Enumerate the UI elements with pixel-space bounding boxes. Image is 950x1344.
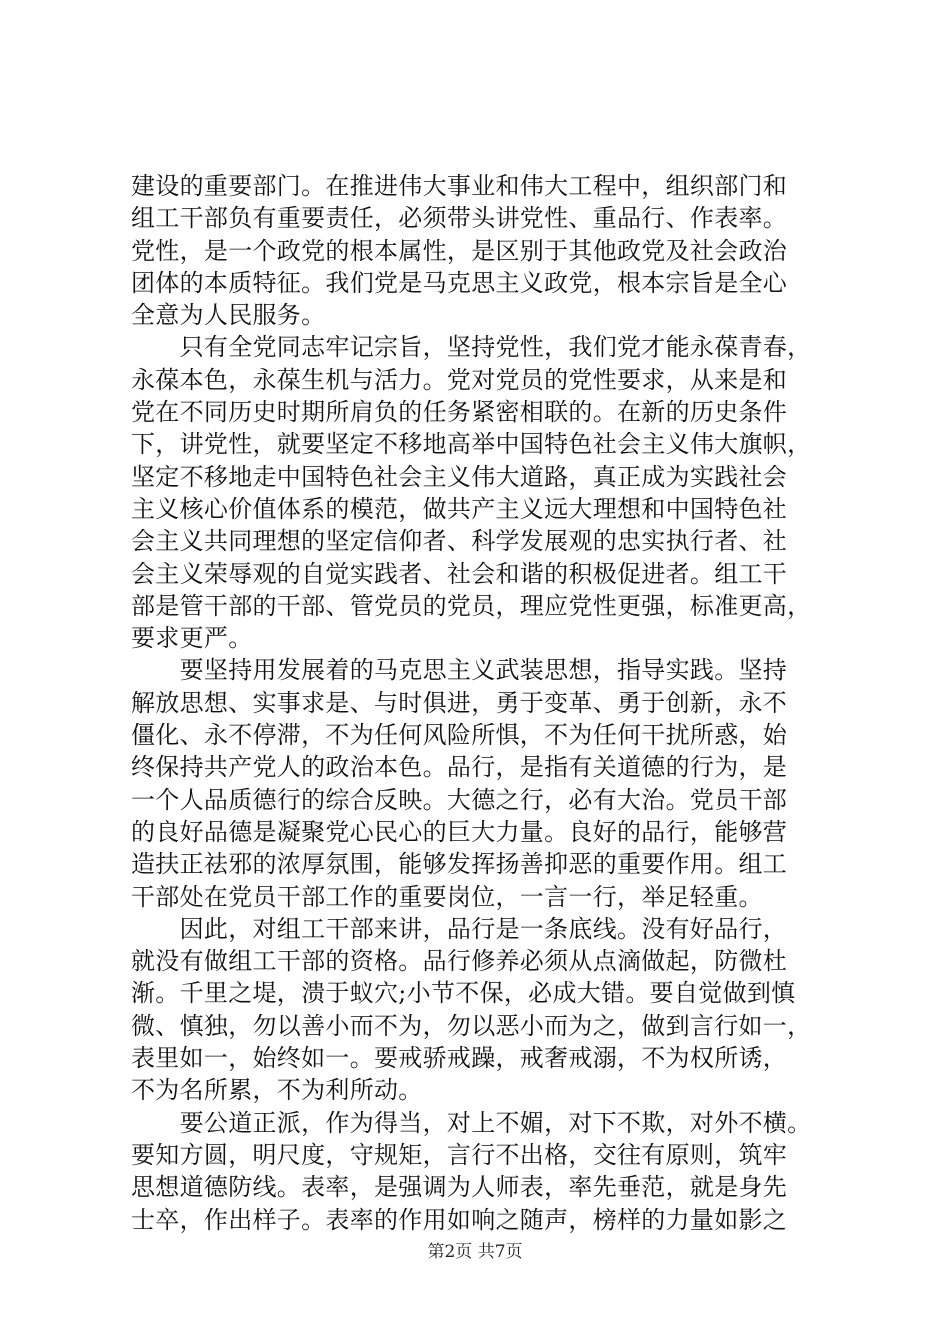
text-line: 渐。千里之堤，溃于蚁穴;小节不保，必成大错。要自觉做到慎 bbox=[131, 979, 796, 1008]
text-line: 主义核心价值体系的模范，做共产主义远大理想和中国特色社 bbox=[131, 494, 788, 523]
text-line: 团体的本质特征。我们党是马克思主义政党，根本宗旨是全心 bbox=[131, 268, 788, 297]
text-line: 终保持共产党人的政治本色。品行，是指有关道德的行为，是 bbox=[131, 753, 788, 782]
text-line: 要知方圆，明尺度，守规矩，言行不出格，交往有原则，筑牢 bbox=[131, 1140, 788, 1169]
text-line: 组工干部负有重要责任，必须带头讲党性、重品行、作表率。 bbox=[131, 204, 788, 233]
text-line: 要公道正派，作为得当，对上不媚，对下不欺，对外不横。 bbox=[131, 1108, 812, 1137]
text-line: 要坚持用发展着的马克思主义武装思想，指导实践。坚持 bbox=[131, 656, 788, 685]
text-line: 会主义共同理想的坚定信仰者、科学发展观的忠实执行者、社 bbox=[131, 527, 788, 556]
text-line: 造扶正祛邪的浓厚氛围，能够发挥扬善抑恶的重要作用。组工 bbox=[131, 850, 788, 879]
text-line: 要求更严。 bbox=[131, 624, 253, 653]
text-line: 党性，是一个政党的根本属性，是区别于其他政党及社会政治 bbox=[131, 236, 788, 265]
text-line: 僵化、永不停滞，不为任何风险所惧，不为任何干扰所惑，始 bbox=[131, 721, 788, 750]
text-line: 党在不同历史时期所肩负的任务紧密相联的。在新的历史条件 bbox=[131, 398, 788, 427]
body-text bbox=[131, 170, 831, 1236]
text-line: 会主义荣辱观的自觉实践者、社会和谐的积极促进者。组工干 bbox=[131, 559, 788, 588]
text-line: 坚定不移地走中国特色社会主义伟大道路，真正成为实践社会 bbox=[131, 462, 788, 491]
page-footer: 第2页 共7页 bbox=[427, 1242, 523, 1262]
text-line: 只有全党同志牢记宗旨，坚持党性，我们党才能永葆青春， bbox=[131, 333, 812, 362]
text-line: 部是管干部的干部、管党员的党员，理应党性更强，标准更高， bbox=[131, 591, 812, 620]
text-line: 就没有做组工干部的资格。品行修养必须从点滴做起，防微杜 bbox=[131, 947, 788, 976]
text-line: 的良好品德是凝聚党心民心的巨大力量。良好的品行，能够营 bbox=[131, 817, 788, 846]
text-line: 因此，对组工干部来讲，品行是一条底线。没有好品行， bbox=[131, 914, 788, 943]
text-line: 干部处在党员干部工作的重要岗位，一言一行，举足轻重。 bbox=[131, 882, 763, 911]
text-line: 表里如一，始终如一。要戒骄戒躁，戒奢戒溺，不为权所诱， bbox=[131, 1044, 788, 1073]
text-line: 士卒，作出样子。表率的作用如响之随声，榜样的力量如影之 bbox=[131, 1205, 788, 1234]
text-line: 全意为人民服务。 bbox=[131, 301, 326, 330]
text-line: 解放思想、实事求是、与时俱进，勇于变革、勇于创新，永不 bbox=[131, 688, 788, 717]
text-line: 思想道德防线。表率，是强调为人师表，率先垂范，就是身先 bbox=[131, 1173, 788, 1202]
text-line: 永葆本色，永葆生机与活力。党对党员的党性要求，从来是和 bbox=[131, 365, 788, 394]
text-line: 不为名所累，不为利所动。 bbox=[131, 1076, 423, 1105]
text-line: 下，讲党性，就要坚定不移地高举中国特色社会主义伟大旗帜， bbox=[131, 430, 812, 459]
text-line: 微、慎独，勿以善小而不为，勿以恶小而为之，做到言行如一， bbox=[131, 1011, 812, 1040]
text-line: 一个人品质德行的综合反映。大德之行，必有大治。党员干部 bbox=[131, 785, 788, 814]
text-line: 建设的重要部门。在推进伟大事业和伟大工程中，组织部门和 bbox=[131, 172, 788, 200]
